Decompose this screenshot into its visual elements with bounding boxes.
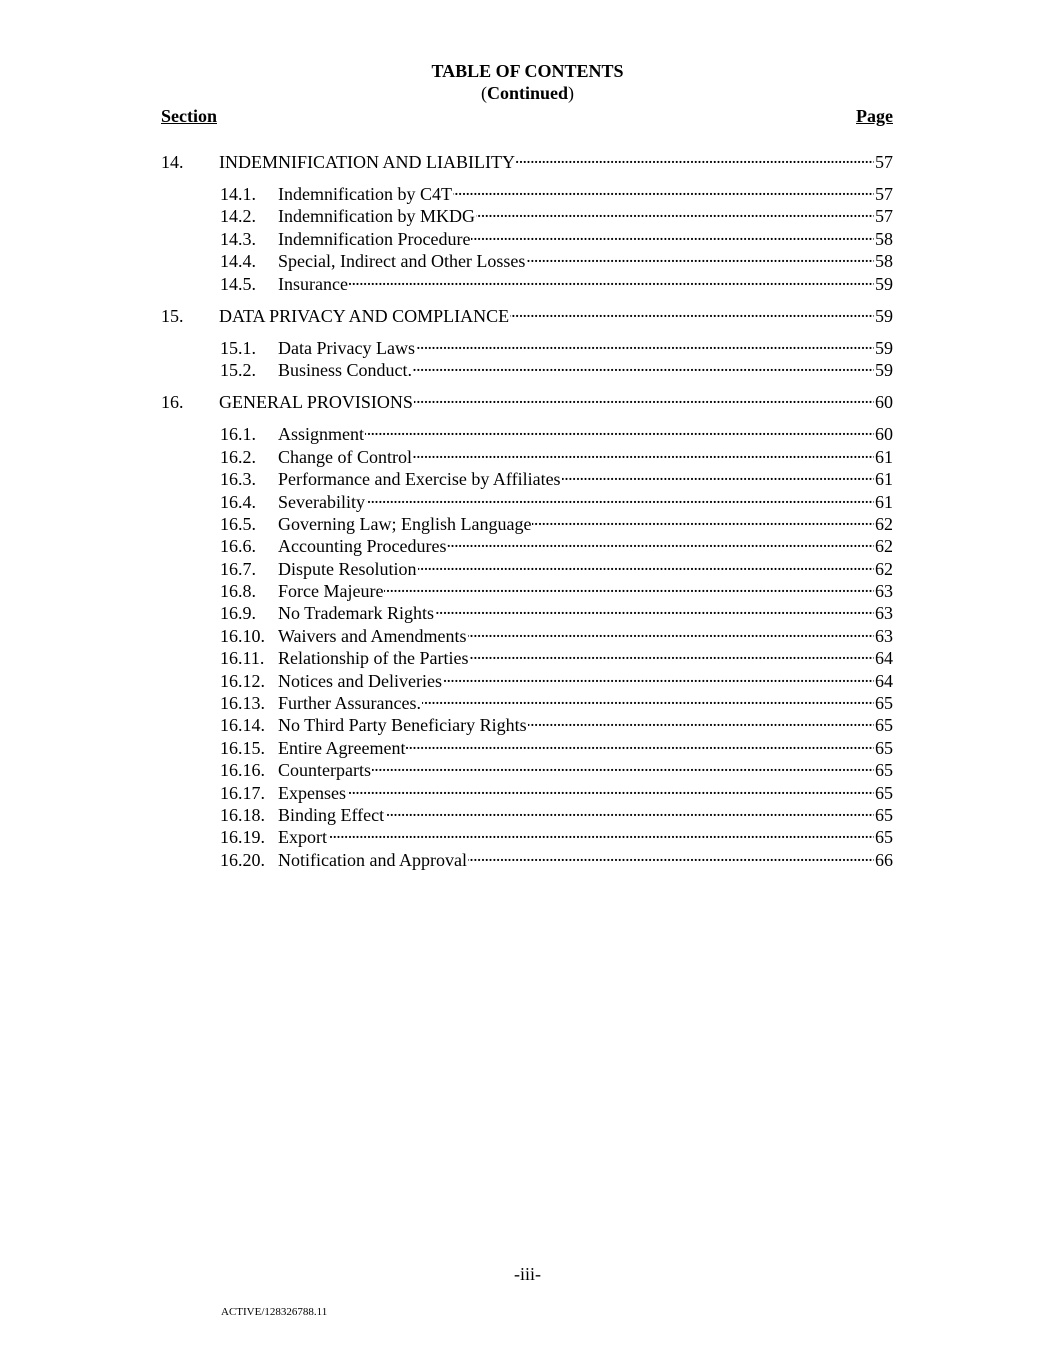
- page-ref: 65: [875, 827, 893, 847]
- item-number: 16.14.: [220, 715, 265, 735]
- page-ref: 59: [875, 306, 893, 326]
- item-title: Further Assurances.: [278, 693, 421, 713]
- page-ref: 61: [875, 492, 893, 512]
- page-ref: 58: [875, 229, 893, 249]
- item-title: Severability: [278, 492, 365, 512]
- item-number: 14.5.: [220, 274, 256, 294]
- section-column-header: Section: [161, 106, 217, 126]
- page-ref: 65: [875, 693, 893, 713]
- item-title: Binding Effect: [278, 805, 385, 825]
- item-number: 16.3.: [220, 469, 256, 489]
- item-number: 16.1.: [220, 424, 256, 444]
- page-ref: 61: [875, 469, 893, 489]
- dot-leader: [413, 354, 874, 376]
- item-number: 16.7.: [220, 559, 256, 579]
- toc-continued: [0, 82, 1055, 104]
- item-title: Notices and Deliveries: [278, 671, 442, 691]
- item-number: 16.4.: [220, 492, 256, 512]
- item-number: 16.13.: [220, 693, 265, 713]
- page-ref: 57: [875, 184, 893, 204]
- page-ref: 62: [875, 559, 893, 579]
- section-number: 16.: [161, 392, 184, 412]
- page-ref: 63: [875, 603, 893, 623]
- item-title: No Trademark Rights: [278, 603, 435, 623]
- dot-leader: [418, 553, 875, 575]
- section-number: 14.: [161, 152, 184, 172]
- item-title: Waivers and Amendments: [278, 626, 467, 646]
- dot-leader: [349, 268, 874, 290]
- dot-leader: [384, 575, 874, 597]
- page-ref: 65: [875, 715, 893, 735]
- item-title: Special, Indirect and Other Losses: [278, 251, 526, 271]
- toc-section-16[interactable]: [161, 386, 893, 413]
- toc-item-15-2[interactable]: [220, 354, 893, 381]
- item-title: Export: [278, 827, 327, 847]
- dot-leader: [385, 799, 874, 821]
- item-number: 16.12.: [220, 671, 265, 691]
- dot-leader: [526, 245, 874, 267]
- dot-leader: [414, 386, 874, 408]
- item-number: 16.2.: [220, 447, 256, 467]
- dot-leader: [347, 777, 874, 799]
- item-number: 14.3.: [220, 229, 256, 249]
- item-number: 16.20.: [220, 850, 265, 870]
- page-ref: 65: [875, 805, 893, 825]
- dot-leader: [328, 821, 874, 843]
- item-number: 16.6.: [220, 536, 256, 556]
- dot-leader: [453, 178, 874, 200]
- dot-leader: [528, 709, 874, 731]
- item-number: 16.18.: [220, 805, 265, 825]
- continued-open-paren: (: [480, 83, 487, 103]
- item-title: Indemnification Procedure: [278, 229, 471, 249]
- toc-section-15[interactable]: [161, 300, 893, 327]
- item-number: 16.8.: [220, 581, 256, 601]
- page-ref: 60: [875, 424, 893, 444]
- page-ref: 63: [875, 626, 893, 646]
- page-ref: 66: [875, 850, 893, 870]
- item-title: Governing Law; English Language: [278, 514, 532, 534]
- item-number: 14.1.: [220, 184, 256, 204]
- section-number: 15.: [161, 306, 184, 326]
- item-title: Business Conduct.: [278, 360, 413, 380]
- dot-leader: [469, 642, 874, 664]
- dot-leader: [365, 418, 874, 440]
- item-title: Notification and Approval: [278, 850, 467, 870]
- page-ref: 64: [875, 648, 893, 668]
- item-number: 16.11.: [220, 648, 265, 668]
- page-ref: 59: [875, 360, 893, 380]
- item-number: 16.10.: [220, 626, 265, 646]
- item-number: 14.2.: [220, 206, 256, 226]
- page-ref: 59: [875, 338, 893, 358]
- item-title: Indemnification by C4T: [278, 184, 452, 204]
- section-title: DATA PRIVACY AND COMPLIANCE: [219, 306, 510, 326]
- page-ref: 65: [875, 738, 893, 758]
- dot-leader: [510, 300, 874, 322]
- section-title: INDEMNIFICATION AND LIABILITY: [219, 152, 515, 172]
- dot-leader: [372, 754, 874, 776]
- item-number: 16.16.: [220, 760, 265, 780]
- page-column-header: Page: [856, 106, 893, 126]
- item-title: Change of Control: [278, 447, 412, 467]
- item-title: Indemnification by MKDG: [278, 206, 475, 226]
- page-ref: 58: [875, 251, 893, 271]
- page-ref: 64: [875, 671, 893, 691]
- document-id-footer: ACTIVE/128326788.11: [221, 1306, 328, 1318]
- page-ref: 65: [875, 783, 893, 803]
- item-number: 15.2.: [220, 360, 256, 380]
- page-ref: 65: [875, 760, 893, 780]
- page-ref: 62: [875, 514, 893, 534]
- item-number: 15.1.: [220, 338, 256, 358]
- toc-title: TABLE OF CONTENTS: [431, 61, 624, 81]
- page-ref: 57: [875, 152, 893, 172]
- page-ref: 61: [875, 447, 893, 467]
- dot-leader: [366, 486, 874, 508]
- page-ref: 63: [875, 581, 893, 601]
- item-title: Dispute Resolution: [278, 559, 417, 579]
- continued-close-paren: ): [568, 83, 575, 103]
- page-number: -iii-: [514, 1264, 541, 1284]
- dot-leader: [422, 687, 874, 709]
- dot-leader: [468, 844, 874, 866]
- item-number: 16.19.: [220, 827, 265, 847]
- dot-leader: [435, 597, 874, 619]
- item-number: 16.9.: [220, 603, 256, 623]
- page-ref: 57: [875, 206, 893, 226]
- dot-leader: [443, 665, 874, 687]
- item-number: 14.4.: [220, 251, 256, 271]
- page-ref: 60: [875, 392, 893, 412]
- item-title: No Third Party Beneficiary Rights: [278, 715, 527, 735]
- dot-leader: [471, 223, 874, 245]
- dot-leader: [516, 146, 874, 168]
- item-title: Force Majeure: [278, 581, 384, 601]
- item-title: Entire Agreement: [278, 738, 406, 758]
- item-title: Expenses: [278, 783, 346, 803]
- dot-leader: [447, 530, 874, 552]
- toc-section-14[interactable]: [161, 146, 893, 173]
- section-title: GENERAL PROVISIONS: [219, 392, 413, 412]
- dot-leader: [532, 508, 874, 530]
- item-title: Insurance: [278, 274, 348, 294]
- dot-leader: [413, 441, 874, 463]
- item-title: Accounting Procedures: [278, 536, 447, 556]
- continued-label: Continued: [486, 83, 569, 103]
- toc-item-16-20[interactable]: [220, 844, 893, 871]
- item-number: 16.5.: [220, 514, 256, 534]
- item-number: 16.17.: [220, 783, 265, 803]
- toc-item-14-5[interactable]: [220, 268, 893, 295]
- page-ref: 59: [875, 274, 893, 294]
- dot-leader: [562, 463, 874, 485]
- dot-leader: [416, 332, 874, 354]
- item-title: Assignment: [278, 424, 365, 444]
- dot-leader: [468, 620, 874, 642]
- dot-leader: [406, 732, 874, 754]
- page-ref: 62: [875, 536, 893, 556]
- item-title: Data Privacy Laws: [278, 338, 415, 358]
- item-title: Performance and Exercise by Affiliates: [278, 469, 561, 489]
- item-title: Counterparts: [278, 760, 371, 780]
- dot-leader: [476, 200, 874, 222]
- item-title: Relationship of the Parties: [278, 648, 469, 668]
- item-number: 16.15.: [220, 738, 265, 758]
